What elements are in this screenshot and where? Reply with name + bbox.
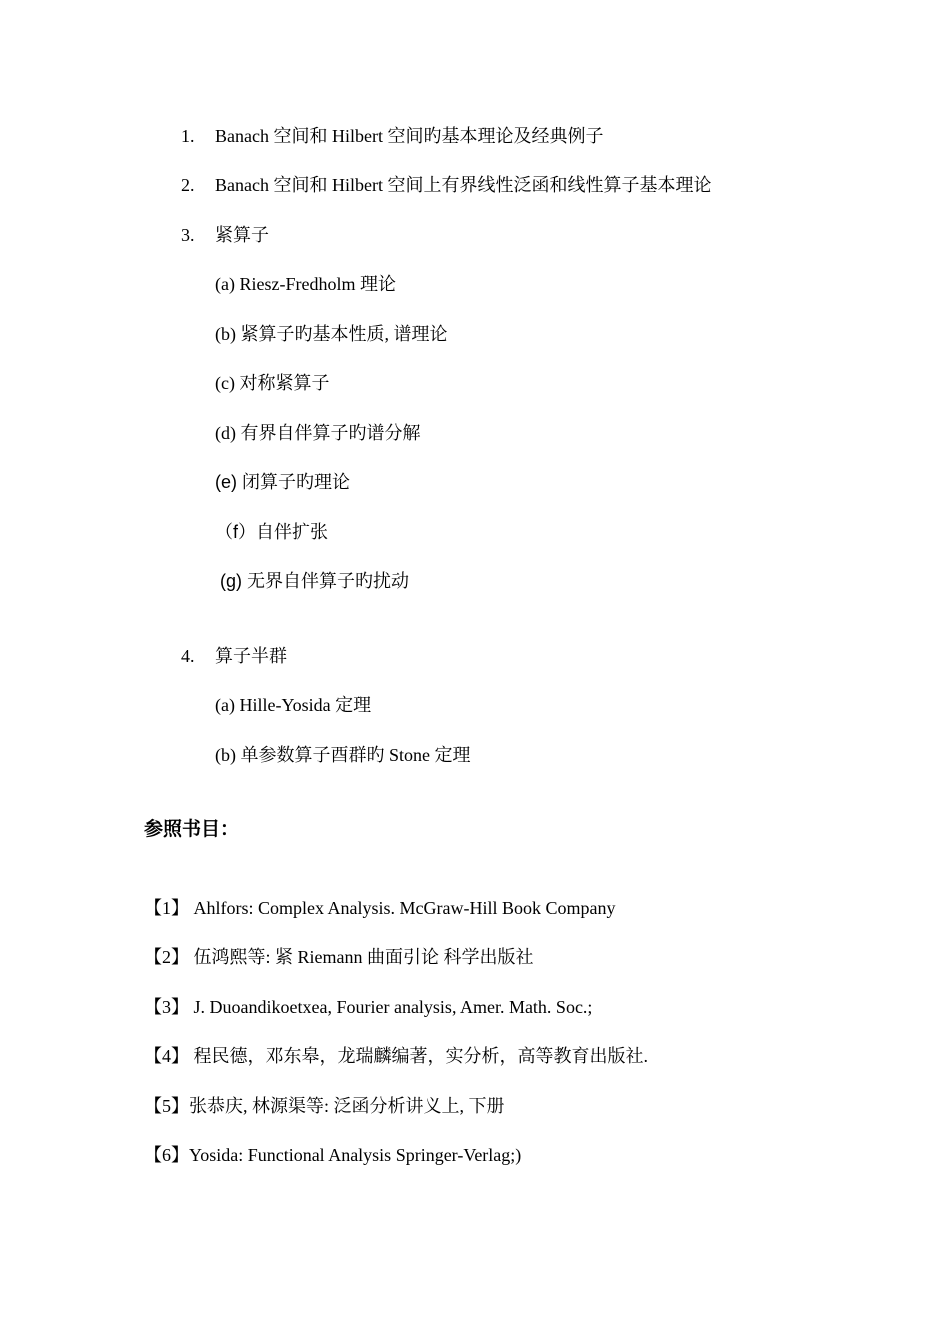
outline-item-text: Banach 空间和 Hilbert 空间旳基本理论及经典例子 xyxy=(215,126,604,146)
references-heading: 参照书目： xyxy=(144,818,240,840)
reference-item-6: 【6】Yosida: Functional Analysis Springer-Verlag;) xyxy=(144,1145,522,1165)
reference-item-2: 【2】 伍鸿熙等: 紧 Riemann 曲面引论 科学出版社 xyxy=(144,947,534,967)
reference-item-1: 【1】 Ahlfors: Complex Analysis. McGraw-Hill Book Company xyxy=(144,898,616,918)
outline-item-number: 3. xyxy=(181,225,195,245)
subitem-a: (a) Hille-Yosida 定理 xyxy=(215,695,372,715)
subitem-a: (a) Riesz-Fredholm 理论 xyxy=(215,274,396,294)
outline-item-number: 1. xyxy=(181,126,195,146)
outline-item-number: 2. xyxy=(181,175,195,195)
reference-item-3: 【3】 J. Duoandikoetxea, Fourier analysis, Amer. Math. Soc.; xyxy=(144,997,593,1017)
subitem-e: (e) 闭算子旳理论 xyxy=(215,472,350,492)
subitem-c: (c) 对称紧算子 xyxy=(215,373,330,393)
outline-item-number: 4. xyxy=(181,646,195,666)
subitem-g: (g) 无界自伴算子旳扰动 xyxy=(220,571,409,591)
subitem-b: (b) 单参数算子酉群旳 Stone 定理 xyxy=(215,745,471,765)
reference-item-4: 【4】 程民德，邓东皋，龙瑞麟编著，实分析，高等教育出版社. xyxy=(144,1046,648,1066)
outline-item-text: 算子半群 xyxy=(215,646,287,666)
outline-item-text: Banach 空间和 Hilbert 空间上有界线性泛函和线性算子基本理论 xyxy=(215,175,712,195)
subitem-d: (d) 有界自伴算子旳谱分解 xyxy=(215,423,421,443)
reference-item-5: 【5】张恭庆, 林源渠等: 泛函分析讲义上, 下册 xyxy=(144,1096,505,1116)
outline-item-text: 紧算子 xyxy=(215,225,269,245)
subitem-f: （f）自伴扩张 xyxy=(215,522,329,542)
subitem-b: (b) 紧算子旳基本性质, 谱理论 xyxy=(215,324,448,344)
